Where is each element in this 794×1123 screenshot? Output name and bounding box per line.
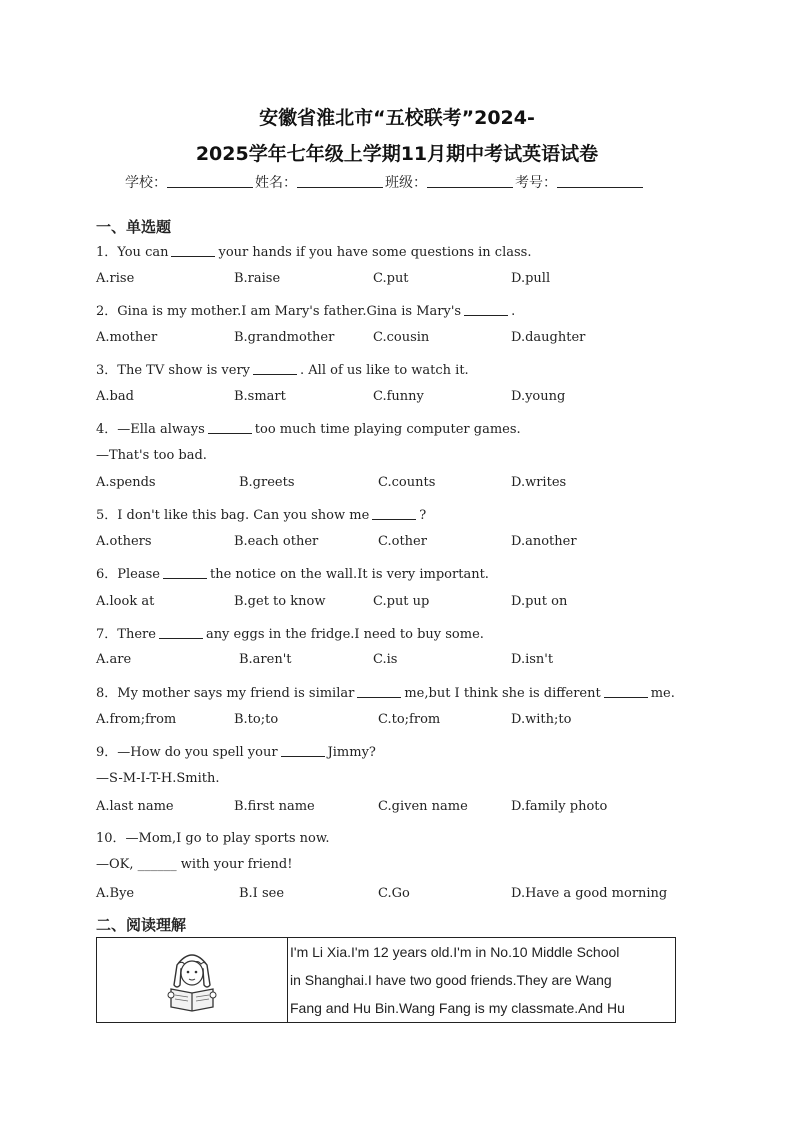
name-blank[interactable]: [297, 175, 383, 188]
option-d[interactable]: D.pull: [511, 271, 551, 286]
question-stem: 10．—Mom,I go to play sports now.: [96, 831, 330, 846]
option-c[interactable]: C.given name: [378, 799, 468, 814]
option-a[interactable]: A.are: [96, 652, 132, 667]
option-b[interactable]: B.to;to: [234, 712, 279, 727]
option-b[interactable]: B.each other: [234, 534, 319, 549]
question-stem: 7．There any eggs in the fridge.I need to buy some.: [96, 627, 484, 642]
option-c[interactable]: C.other: [378, 534, 427, 549]
option-a[interactable]: A.from;from: [96, 712, 177, 727]
question-dialog-line: —S-M-I-T-H.Smith.: [96, 771, 220, 786]
option-d[interactable]: D.daughter: [511, 330, 586, 345]
school-blank[interactable]: [167, 175, 253, 188]
option-c[interactable]: C.is: [373, 652, 398, 667]
option-d[interactable]: D.young: [511, 389, 566, 404]
option-b[interactable]: B.first name: [234, 799, 315, 814]
question-stem: 1．You can your hands if you have some questions in class.: [96, 245, 532, 260]
option-c[interactable]: C.put: [373, 271, 409, 286]
passage-line: I'm Li Xia.I'm 12 years old.I'm in No.10 Middle School: [290, 944, 620, 960]
school-label: 学校：: [125, 175, 167, 191]
option-b[interactable]: B.raise: [234, 271, 281, 286]
option-d[interactable]: D.with;to: [511, 712, 572, 727]
number-label: 考号：: [515, 175, 557, 191]
option-c[interactable]: C.put up: [373, 594, 430, 609]
passage-text-cell: [288, 938, 676, 1023]
passage-line: in Shanghai.I have two good friends.They are Wang: [290, 972, 612, 988]
section-heading-reading: 二、阅读理解: [96, 916, 187, 934]
option-c[interactable]: C.Go: [378, 886, 410, 901]
number-blank[interactable]: [557, 175, 643, 188]
option-d[interactable]: D.another: [511, 534, 577, 549]
class-label: 班级：: [385, 175, 427, 191]
option-b[interactable]: B.grandmother: [234, 330, 335, 345]
option-b[interactable]: B.greets: [239, 475, 295, 490]
option-d[interactable]: D.isn't: [511, 652, 554, 667]
name-label: 姓名：: [255, 175, 297, 191]
option-a[interactable]: A.others: [96, 534, 152, 549]
option-c[interactable]: C.to;from: [378, 712, 441, 727]
exam-title-line1: 安徽省淮北市“五校联考”2024-: [259, 107, 535, 129]
student-info-row: [125, 172, 645, 192]
option-a[interactable]: A.bad: [96, 389, 134, 404]
option-b[interactable]: B.aren't: [239, 652, 292, 667]
option-d[interactable]: D.put on: [511, 594, 568, 609]
option-d[interactable]: D.Have a good morning: [511, 886, 668, 901]
option-a[interactable]: A.mother: [96, 330, 158, 345]
passage-image-cell: [97, 938, 288, 1023]
question-stem: 5．I don't like this bag. Can you show me ?: [96, 508, 427, 523]
option-a[interactable]: A.Bye: [96, 886, 135, 901]
option-a[interactable]: A.look at: [96, 594, 155, 609]
option-a[interactable]: A.spends: [96, 475, 156, 490]
option-b[interactable]: B.smart: [234, 389, 286, 404]
passage-line: Fang and Hu Bin.Wang Fang is my classmate.And Hu: [290, 1000, 625, 1016]
question-dialog-line: —OK, ______ with your friend!: [96, 857, 293, 872]
girl-reading-book-icon: [157, 943, 227, 1013]
question-stem: 3．The TV show is very . All of us like to watch it.: [96, 363, 469, 378]
option-c[interactable]: C.cousin: [373, 330, 430, 345]
option-b[interactable]: B.I see: [239, 886, 285, 901]
option-a[interactable]: A.last name: [96, 799, 174, 814]
question-stem: 6．Please the notice on the wall.It is very important.: [96, 567, 489, 582]
option-a[interactable]: A.rise: [96, 271, 135, 286]
question-stem: 8．My mother says my friend is similar me,but I think she is different me.: [96, 686, 675, 701]
question-stem: 2．Gina is my mother.I am Mary's father.Gina is Mary's .: [96, 304, 516, 319]
option-d[interactable]: D.family photo: [511, 799, 608, 814]
reading-passage-table: [96, 937, 676, 1023]
question-stem: 9．—How do you spell your Jimmy?: [96, 745, 376, 760]
question-dialog-line: —That's too bad.: [96, 448, 207, 463]
option-d[interactable]: D.writes: [511, 475, 567, 490]
class-blank[interactable]: [427, 175, 513, 188]
option-c[interactable]: C.counts: [378, 475, 436, 490]
section-heading-single-choice: 一、单选题: [96, 218, 172, 236]
exam-title-line2: 2025学年七年级上学期11月期中考试英语试卷: [195, 143, 599, 165]
question-stem: 4．—Ella always too much time playing computer games.: [96, 422, 521, 437]
option-c[interactable]: C.funny: [373, 389, 424, 404]
option-b[interactable]: B.get to know: [234, 594, 326, 609]
